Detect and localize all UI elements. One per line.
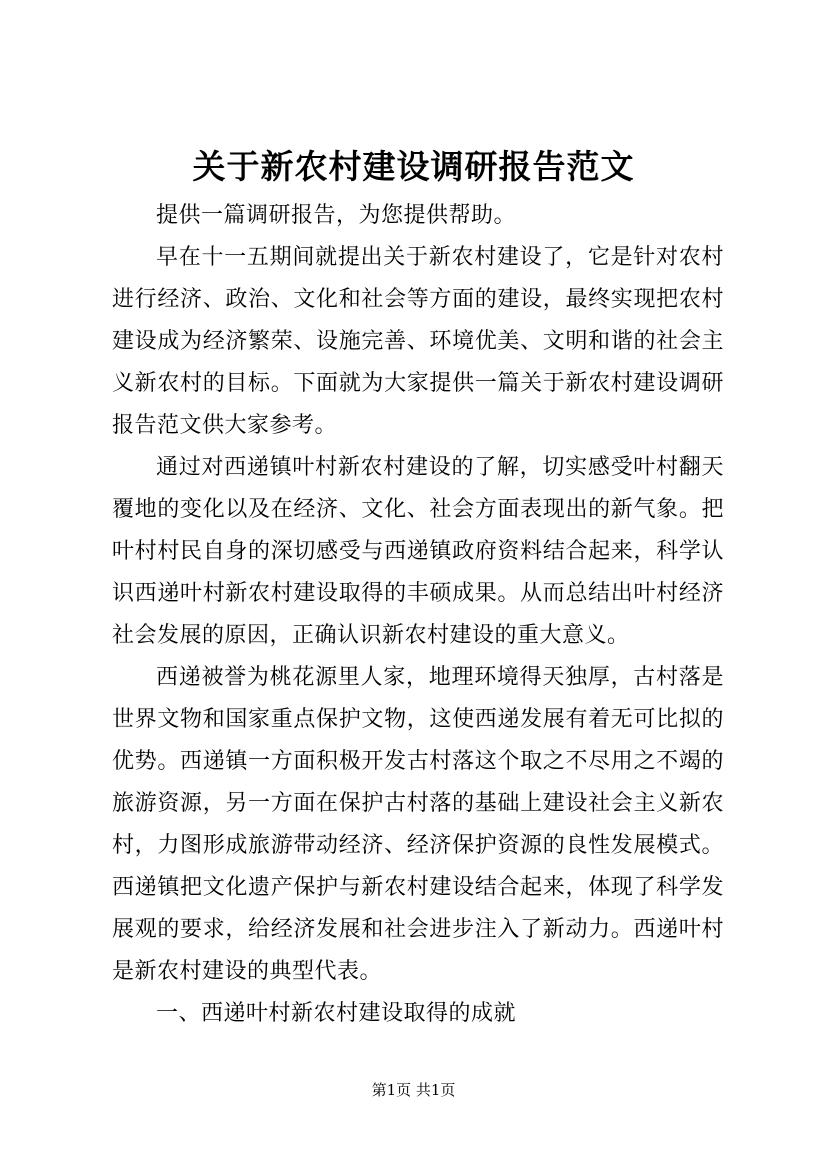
section-heading-achievements: 一、西递叶村新农村建设取得的成就	[156, 1001, 517, 1026]
paragraph-purpose: 通过对西递镇叶村新农村建设的了解，切实感受叶村翻天覆地的变化以及在经济、文化、社会方面表现出的新气象。把叶村村民自身的深切感受与西递镇政府资料结合起来，科学认识西递叶村新农村建设取得的丰硕成果。从而总结出叶村经济社会发展的原因，正确认识新农村建设的重大意义。	[112, 455, 724, 648]
document-body	[112, 195, 724, 1035]
paragraph-background: 早在十一五期间就提出关于新农村建设了，它是针对农村进行经济、政治、文化和社会等方面的建设，最终实现把农村建设成为经济繁荣、设施完善、环境优美、文明和谐的社会主义新农村的目标。下面就为大家提供一篇关于新农村建设调研报告范文供大家参考。	[112, 245, 724, 438]
document-title: 关于新农村建设调研报告范文	[192, 147, 635, 186]
paragraph-xidi-overview: 西递被誉为桃花源里人家，地理环境得天独厚，古村落是世界文物和国家重点保护文物，这使西递发展有着无可比拟的优势。西递镇一方面积极开发古村落这个取之不尽用之不竭的旅游资源，另一方面在保护古村落的基础上建设社会主义新农村，力图形成旅游带动经济、经济保护资源的良性发展模式。西递镇把文化遗产保护与新农村建设结合起来，体现了科学发展观的要求，给经济发展和社会进步注入了新动力。西递叶村是新农村建设的典型代表。	[112, 665, 724, 984]
paragraph-intro: 提供一篇调研报告，为您提供帮助。	[156, 203, 517, 228]
page-number-footer: 第1页 共1页	[371, 1081, 456, 1099]
